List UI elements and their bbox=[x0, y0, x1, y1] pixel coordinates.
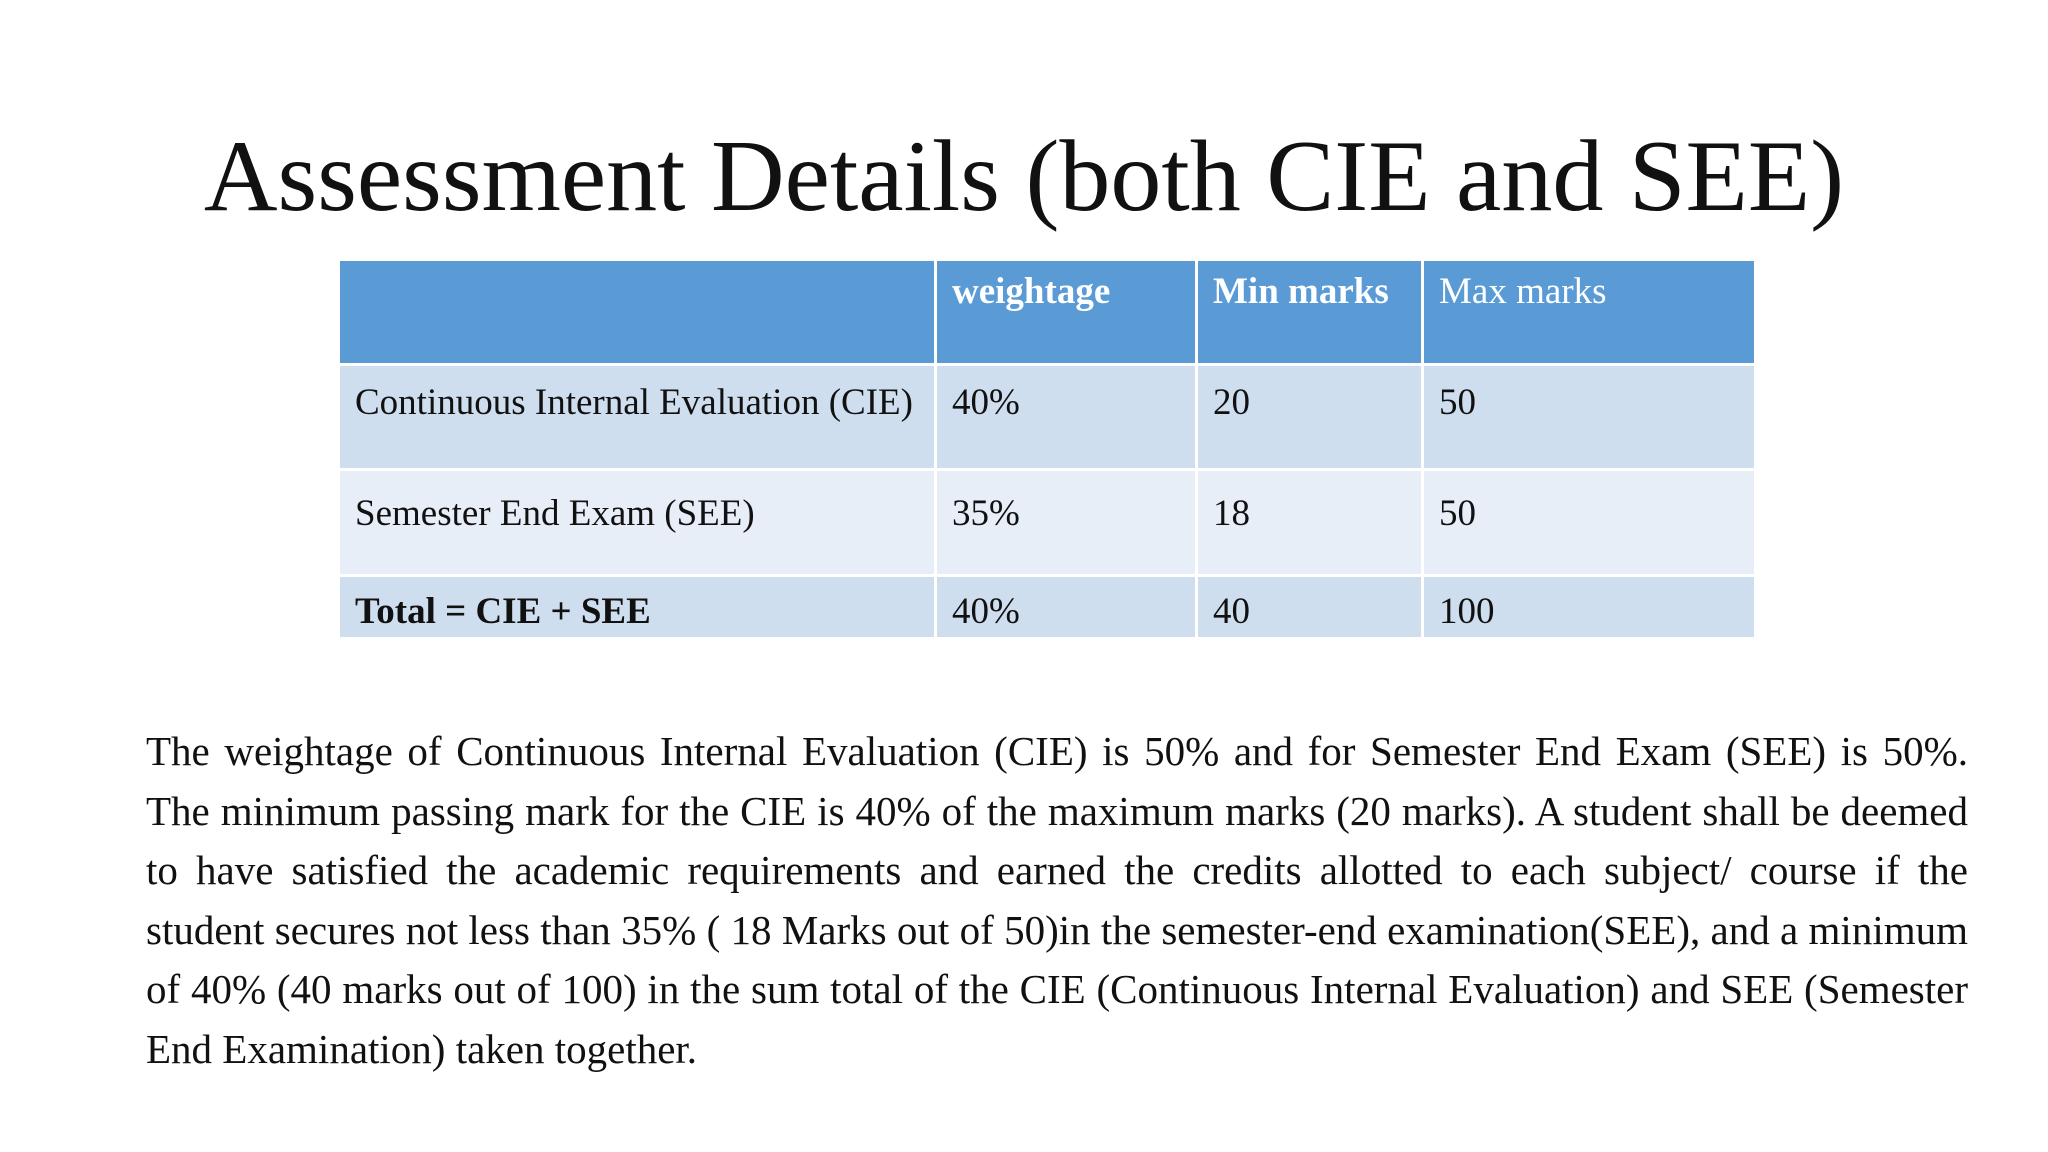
cell-max-marks: 100 bbox=[1423, 576, 1756, 639]
table-row bbox=[339, 470, 1756, 576]
header-cell-empty bbox=[339, 260, 936, 365]
header-cell-max-marks: Max marks bbox=[1423, 260, 1756, 365]
cell-min-marks: 20 bbox=[1197, 365, 1423, 470]
body-paragraph: The weightage of Continuous Internal Evaluation (CIE) is 50% and for Semester End Exam (SEE) is 50%. The minimum passing mark for the CIE is 40% of the maximum marks (20 marks). A student shall be deemed to have satisfied the academic requirements and earned the credits allotted to each subject/ course if the student secures not less than 35% ( 18 Marks out of 50)in the semester-end examination(SEE), and a minimum of 40% (40 marks out of 100) in the sum total of the CIE (Continuous Internal Evaluation) and SEE (Semester End Examination) taken together. bbox=[146, 728, 1968, 1072]
header-cell-weightage: weightage bbox=[936, 260, 1197, 365]
row-label-total: Total = CIE + SEE bbox=[339, 576, 936, 639]
row-label-see: Semester End Exam (SEE) bbox=[339, 470, 936, 576]
cell-weightage: 35% bbox=[936, 470, 1197, 576]
cell-weightage: 40% bbox=[936, 576, 1197, 639]
assessment-table bbox=[337, 258, 1757, 640]
cell-max-marks: 50 bbox=[1423, 365, 1756, 470]
cell-min-marks: 40 bbox=[1197, 576, 1423, 639]
cell-weightage: 40% bbox=[936, 365, 1197, 470]
cell-min-marks: 18 bbox=[1197, 470, 1423, 576]
row-label-cie: Continuous Internal Evaluation (CIE) bbox=[339, 365, 936, 470]
cell-max-marks: 50 bbox=[1423, 470, 1756, 576]
table-row-total bbox=[339, 576, 1756, 639]
table-row bbox=[339, 365, 1756, 470]
slide-title: Assessment Details (both CIE and SEE) bbox=[203, 120, 1845, 233]
table-header-row bbox=[339, 260, 1756, 365]
header-cell-min-marks: Min marks bbox=[1197, 260, 1423, 365]
